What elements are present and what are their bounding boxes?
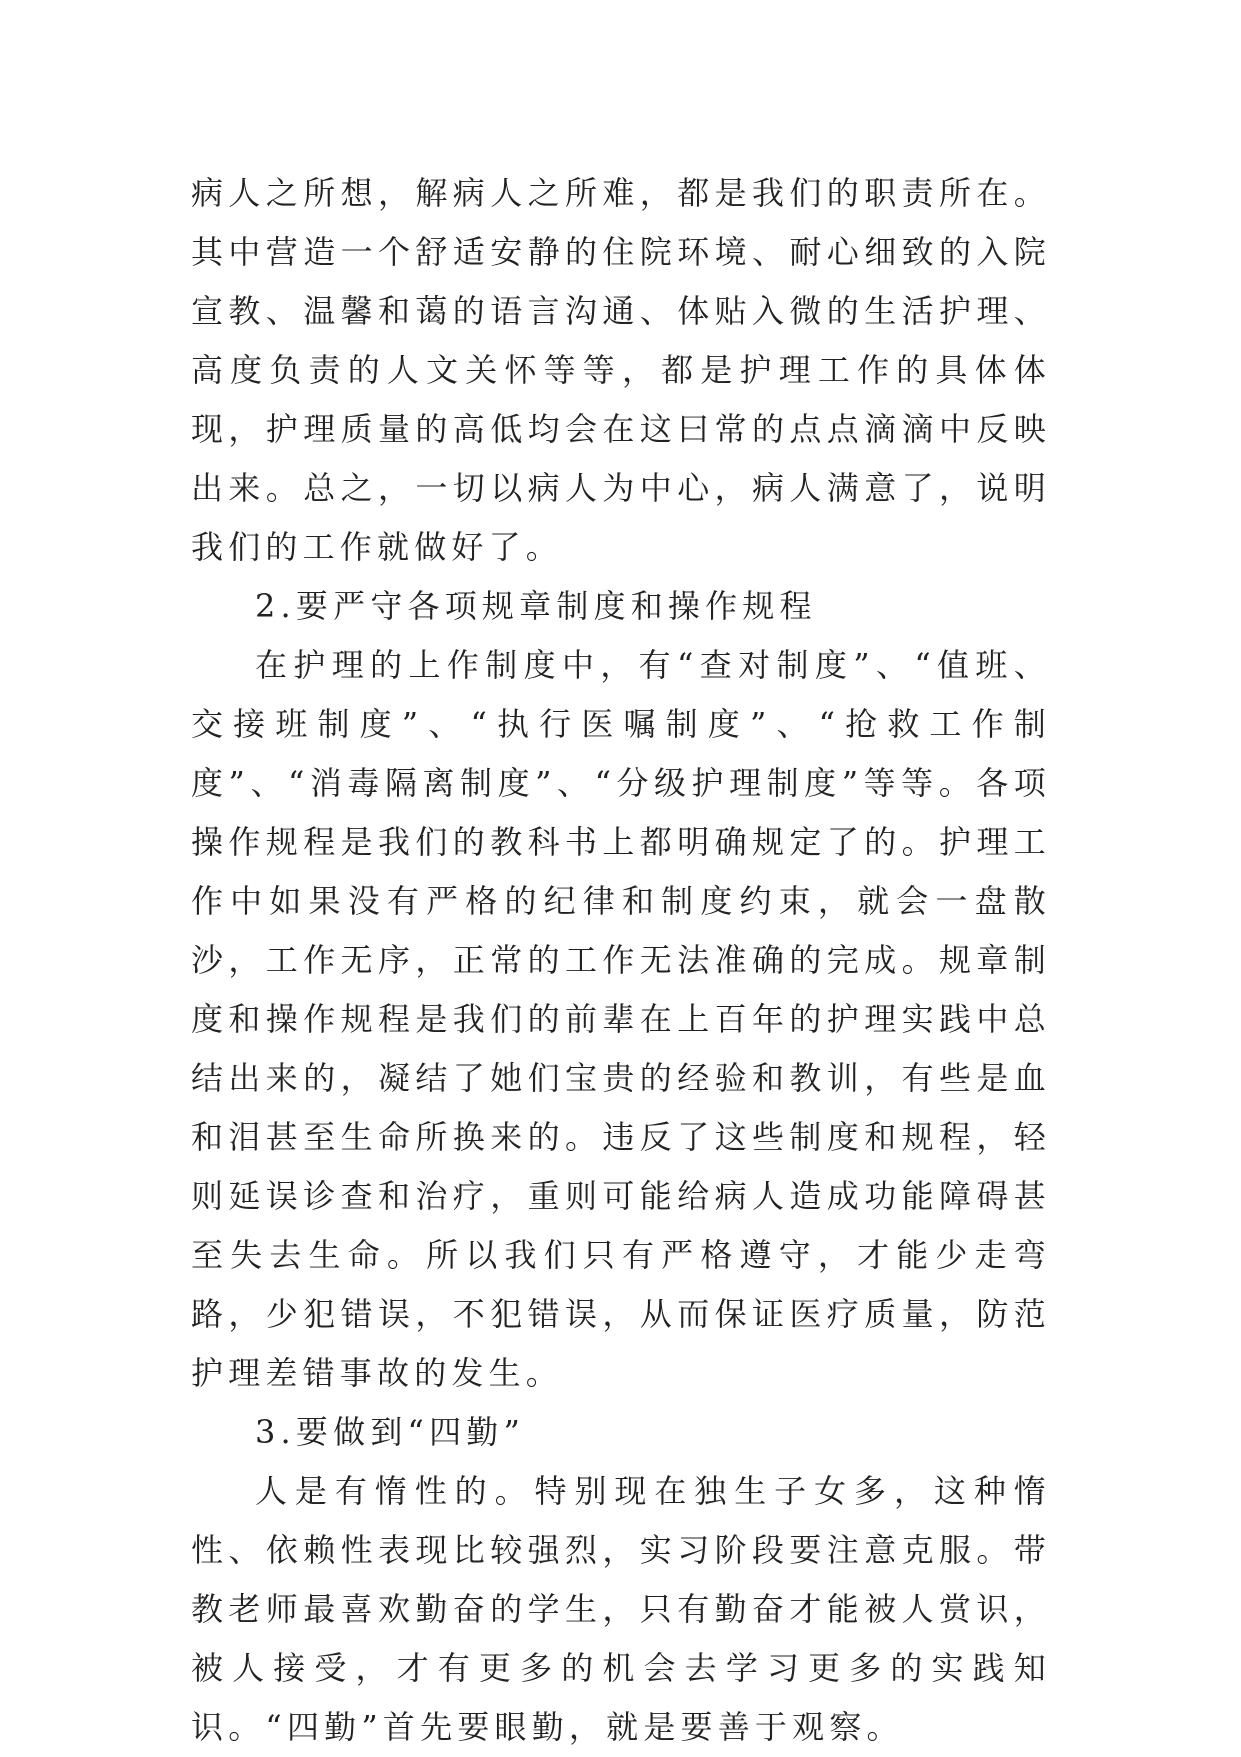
section-heading-3: 3.要做到“四勤” <box>255 1413 526 1451</box>
paragraph-continuation: 病人之所想，解病人之所难，都是我们的职责所在。其中营造一个舒适安静的住院环境、耐心细致的入院宣教、温馨和蔼的语言沟通、体贴入微的生活护理、高度负责的人文关怀等等，都是护理工作的具体体现，护理质量的高低均会在这曰常的点点滴滴中反映出来。总之，一切以病人为中心，病人满意了，说明我们的工作就做好了。 <box>191 174 1051 566</box>
section-heading-2: 2.要严守各项规章制度和操作规程 <box>255 587 817 625</box>
paragraph-rules: 在护理的上作制度中，有“查对制度”、“值班、交接班制度”、“执行医嘱制度”、“抢救工作制度”、“消毒隔离制度”、“分级护理制度”等等。各项操作规程是我们的教科书上都明确规定了的。护理工作中如果没有严格的纪律和制度约束，就会一盘散沙，工作无序，正常的工作无法准确的完成。规章制度和操作规程是我们的前辈在上百年的护理实践中总结出来的，凝结了她们宝贵的经验和教训，有些是血和泪甚至生命所换来的。违反了这些制度和规程，轻则延误诊查和治疗，重则可能给病人造成功能障碍甚至失去生命。所以我们只有严格遵守，才能少走弯路，少犯错误，不犯错误，从而保证医疗质量，防范护理差错事故的发生。 <box>191 646 1051 1392</box>
paragraph-diligence: 人是有惰性的。特别现在独生子女多，这种惰性、依赖性表现比较强烈，实习阶段要注意克服。带教老师最喜欢勤奋的学生，只有勤奋才能被人赏识，被人接受，才有更多的机会去学习更多的实践知识。“四勤”首先要眼勤，就是要善于观察。 <box>191 1472 1051 1746</box>
document-body <box>191 164 1051 1757</box>
